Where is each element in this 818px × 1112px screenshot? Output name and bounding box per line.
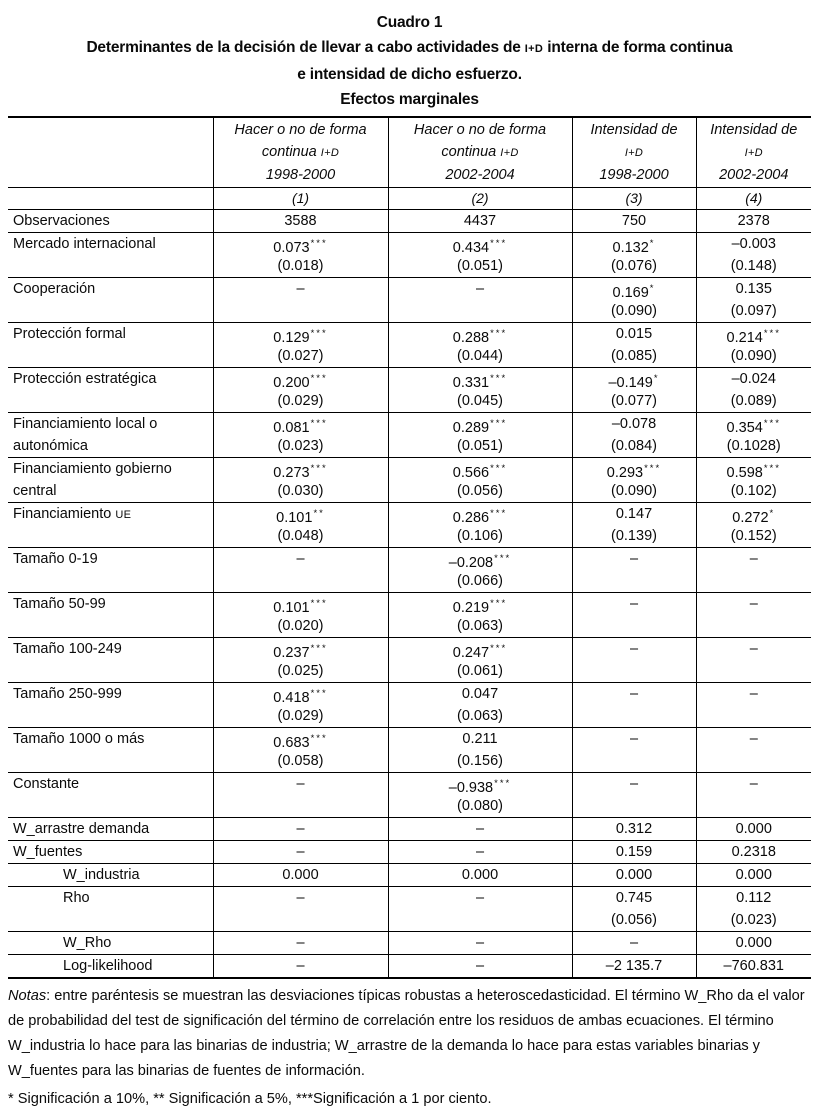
table-cell: –760.831	[696, 955, 811, 979]
table-row	[8, 887, 811, 932]
cell-std-error	[573, 570, 696, 592]
header-names-row	[8, 117, 811, 188]
row-label: Mercado internacional	[13, 236, 156, 252]
table-cell	[388, 503, 572, 548]
cell-std-error: (0.1028)	[726, 438, 781, 454]
table-body	[8, 210, 811, 979]
table-cell: –	[388, 932, 572, 955]
significance-stars: ***	[310, 598, 328, 609]
row-label: Financiamiento gobierno central	[13, 461, 172, 499]
significance-stars: ***	[310, 643, 328, 654]
cell-std-error: (0.090)	[611, 483, 657, 499]
table-cell: –	[213, 932, 388, 955]
significance-stars: ***	[490, 598, 508, 609]
cell-value: –	[749, 596, 758, 612]
table-cell: 0.000	[388, 864, 572, 887]
row-label: Financiamiento UE	[13, 506, 132, 522]
cell-value: –	[475, 281, 485, 297]
cell-std-error: (0.061)	[457, 663, 503, 679]
cell-value: 0.288***	[452, 328, 508, 346]
cell-std-error: (0.051)	[457, 438, 503, 454]
table-cell: –	[213, 955, 388, 979]
significance-stars: *	[653, 373, 660, 384]
cell-value: 0.047	[461, 686, 499, 702]
cell-value: –0.149*	[608, 373, 660, 391]
cell-value: –	[749, 641, 758, 657]
cell-value: 0.434***	[452, 238, 508, 256]
row-label: W_Rho	[63, 935, 112, 951]
table-row	[8, 841, 811, 864]
cell-value: –	[749, 776, 758, 792]
table-row	[8, 323, 811, 368]
significance-stars: ***	[763, 463, 781, 474]
table-cell	[572, 368, 696, 413]
row-label: Protección formal	[13, 326, 126, 342]
table-cell: 0.159	[572, 841, 696, 864]
cell-std-error	[573, 705, 696, 727]
cell-std-error: (0.156)	[457, 753, 503, 769]
cell-value: 0.112	[736, 890, 772, 906]
cell-std-error	[697, 615, 812, 637]
notes-text: : entre paréntesis se muestran las desviaciones típicas robustas a heteroscedasticidad. El término W_Rho da el valor de probabilidad del test de significación del término de correlación entre los residuos de ambas ecuaciones. El término W_industria lo hace para las binarias de industria; W_arrastre de la demanda lo hace para estas variables binarias y W_fuentes para las binarias de fuentes de información.	[8, 988, 805, 1079]
table-subtitle-line3: Efectos marginales	[340, 91, 479, 108]
cell-std-error: (0.048)	[277, 528, 324, 544]
cell-std-error: (0.063)	[457, 708, 503, 724]
cell-value: 0.354***	[726, 418, 781, 436]
cell-std-error: (0.090)	[730, 348, 777, 364]
table-cell	[572, 458, 696, 503]
cell-value: 0.135	[735, 281, 772, 297]
subtitle-part1: Determinantes de la decisión de llevar a cabo actividades de	[86, 39, 525, 56]
rd-abbrev: I+D	[320, 147, 340, 159]
cell-value: 0.331***	[452, 373, 508, 391]
cell-std-error: (0.080)	[457, 798, 503, 814]
header-numbers-row	[8, 188, 811, 210]
table-cell	[696, 548, 811, 593]
cell-std-error	[214, 909, 388, 931]
table-row	[8, 458, 811, 503]
cell-value: 0.293***	[606, 463, 662, 481]
cell-value: 0.169*	[612, 283, 656, 301]
table-cell	[696, 683, 811, 728]
subtitle-part2: interna de forma continua	[543, 39, 733, 56]
cell-value: –	[629, 731, 639, 747]
cell-value: 0.745	[615, 890, 653, 906]
cell-value: 0.200***	[273, 373, 328, 391]
cell-value: –	[296, 890, 305, 906]
cell-value: 0.129***	[273, 328, 328, 346]
table-cell	[388, 593, 572, 638]
column-number-3: (3)	[572, 188, 696, 210]
row-label: Cooperación	[13, 281, 96, 297]
cell-std-error	[214, 795, 388, 817]
significance-stars: ***	[490, 238, 508, 249]
table-cell: 0.000	[696, 932, 811, 955]
table-cell: –	[572, 932, 696, 955]
table-row	[8, 593, 811, 638]
significance-stars: ***	[310, 733, 328, 744]
table-row	[8, 773, 811, 818]
table-cell	[572, 683, 696, 728]
table-cell: –	[388, 841, 572, 864]
table-cell: 0.000	[572, 864, 696, 887]
cell-std-error: (0.102)	[730, 483, 777, 499]
table-number: Cuadro 1	[376, 14, 443, 31]
significance-stars: ***	[644, 463, 662, 474]
cell-std-error: (0.090)	[611, 303, 657, 319]
cell-value: –	[629, 641, 639, 657]
table-cell	[213, 413, 388, 458]
cell-std-error	[389, 909, 572, 931]
table-row	[8, 413, 811, 458]
table-row	[8, 233, 811, 278]
table-cell	[572, 278, 696, 323]
table-row	[8, 683, 811, 728]
significance-stars: ***	[490, 508, 508, 519]
significance-stars: ***	[490, 373, 508, 384]
cell-std-error: (0.085)	[611, 348, 657, 364]
cell-value: –	[296, 776, 305, 792]
table-cell	[388, 683, 572, 728]
cell-value: 0.566***	[452, 463, 508, 481]
cell-std-error: (0.044)	[457, 348, 503, 364]
table-cell: –	[213, 818, 388, 841]
cell-std-error: (0.020)	[277, 618, 324, 634]
significance-stars: *	[649, 238, 656, 249]
column-number-4: (4)	[696, 188, 811, 210]
table-cell	[388, 773, 572, 818]
table-cell	[572, 503, 696, 548]
cell-value: –0.078	[611, 416, 657, 432]
cell-std-error: (0.023)	[730, 912, 777, 928]
rd-abbrev: I+D	[744, 147, 763, 159]
table-cell	[213, 887, 388, 932]
cell-std-error: (0.018)	[277, 258, 324, 274]
cell-value: 0.132*	[612, 238, 656, 256]
table-header	[8, 117, 811, 210]
significance-stars: ***	[763, 328, 781, 339]
cell-std-error	[214, 300, 388, 322]
table-row	[8, 955, 811, 979]
table-cell	[572, 233, 696, 278]
cell-std-error: (0.066)	[457, 573, 503, 589]
table-cell	[572, 638, 696, 683]
table-cell: 0.312	[572, 818, 696, 841]
cell-std-error: (0.029)	[277, 708, 324, 724]
significance-stars: ***	[310, 463, 328, 474]
table-cell	[572, 323, 696, 368]
table-cell	[213, 728, 388, 773]
rd-abbrev: I+D	[624, 147, 644, 159]
notes-label: Notas	[8, 988, 47, 1004]
cell-value: –0.024	[731, 371, 776, 387]
significance-stars: ***	[490, 418, 508, 429]
cell-std-error: (0.077)	[611, 393, 657, 409]
significance-stars: ***	[310, 238, 328, 249]
table-row	[8, 818, 811, 841]
cell-std-error	[697, 570, 812, 592]
table-cell	[213, 773, 388, 818]
cell-value: 0.272*	[732, 508, 776, 526]
cell-value: –	[296, 551, 305, 567]
row-label: Tamaño 50-99	[13, 596, 106, 612]
cell-std-error	[573, 615, 696, 637]
cell-std-error	[573, 750, 696, 772]
table-cell	[388, 233, 572, 278]
row-label: Observaciones	[13, 213, 110, 229]
cell-std-error	[697, 660, 812, 682]
table-cell: 0.2318	[696, 841, 811, 864]
cell-std-error: (0.152)	[730, 528, 777, 544]
cell-value: –0.003	[731, 236, 776, 252]
column-number-2: (2)	[388, 188, 572, 210]
table-row	[8, 548, 811, 593]
significance-stars: ***	[763, 418, 781, 429]
notes-paragraph	[8, 984, 811, 1084]
table-cell	[388, 323, 572, 368]
table-cell	[696, 503, 811, 548]
cell-value: –	[629, 686, 639, 702]
table-cell	[572, 728, 696, 773]
table-row	[8, 864, 811, 887]
table-cell	[696, 638, 811, 683]
table-cell: 0.000	[696, 818, 811, 841]
table-cell	[213, 458, 388, 503]
column-header-4: Intensidad de I+D 2002-2004	[696, 117, 811, 188]
significance-stars: *	[649, 283, 656, 294]
cell-value: –	[629, 596, 639, 612]
cell-value: 0.289***	[452, 418, 508, 436]
table-cell	[696, 458, 811, 503]
cell-std-error: (0.025)	[277, 663, 324, 679]
table-cell: 0.000	[213, 864, 388, 887]
table-cell	[388, 548, 572, 593]
significance-stars: ***	[494, 778, 512, 789]
cell-value: 0.101**	[276, 508, 325, 526]
column-header-2: Hacer o no de forma continua I+D 2002-2004	[388, 117, 572, 188]
cell-std-error	[697, 750, 812, 772]
table-cell	[572, 413, 696, 458]
significance-stars: ***	[310, 328, 328, 339]
cell-value: –	[475, 890, 485, 906]
cell-value: 0.418***	[273, 688, 328, 706]
cell-value: –	[749, 551, 758, 567]
cell-value: –0.938***	[448, 778, 512, 796]
cell-std-error: (0.023)	[277, 438, 324, 454]
significance-note: * Significación a 10%, ** Significación a 5%, ***Significación a 1 por ciento.	[8, 1091, 492, 1107]
row-label: W_arrastre demanda	[13, 821, 150, 837]
row-label: Tamaño 100-249	[13, 641, 122, 657]
significance-stars: ***	[310, 373, 328, 384]
cell-std-error	[697, 795, 812, 817]
row-label: Tamaño 250-999	[13, 686, 122, 702]
row-label: Tamaño 1000 o más	[13, 731, 145, 747]
row-label: Financiamiento local o autonómica	[13, 416, 158, 454]
table-cell	[696, 728, 811, 773]
table-cell	[213, 503, 388, 548]
cell-std-error: (0.076)	[611, 258, 657, 274]
cell-value: –	[749, 731, 758, 747]
row-label: Log-likelihood	[63, 958, 153, 974]
cell-std-error: (0.089)	[730, 393, 777, 409]
cell-std-error	[697, 705, 812, 727]
table-subtitle-line1	[8, 35, 811, 62]
table-subtitle-line2: e intensidad de dicho esfuerzo.	[297, 66, 522, 83]
cell-std-error: (0.084)	[611, 438, 657, 454]
results-table	[8, 116, 811, 979]
table-cell	[572, 593, 696, 638]
cell-value: 0.286***	[452, 508, 508, 526]
cell-value: 0.237***	[273, 643, 328, 661]
table-row	[8, 278, 811, 323]
cell-std-error	[573, 660, 696, 682]
table-cell	[696, 593, 811, 638]
cell-std-error: (0.097)	[730, 303, 777, 319]
row-label: Rho	[63, 890, 90, 906]
cell-std-error: (0.027)	[277, 348, 324, 364]
table-cell	[696, 233, 811, 278]
cell-std-error: (0.056)	[457, 483, 503, 499]
column-number-1: (1)	[213, 188, 388, 210]
table-cell	[696, 773, 811, 818]
header-empty-cell	[8, 117, 213, 188]
table-cell: 2378	[696, 210, 811, 233]
table-cell	[213, 683, 388, 728]
table-cell	[696, 413, 811, 458]
table-cell	[696, 323, 811, 368]
significance-stars: ***	[494, 553, 512, 564]
row-label: W_fuentes	[13, 844, 83, 860]
table-cell: –2 135.7	[572, 955, 696, 979]
table-row	[8, 728, 811, 773]
column-header-1: Hacer o no de forma continua I+D 1998-2000	[213, 117, 388, 188]
cell-std-error: (0.045)	[457, 393, 503, 409]
cell-value: 0.598***	[726, 463, 781, 481]
table-cell	[572, 887, 696, 932]
table-cell: –	[388, 955, 572, 979]
cell-std-error: (0.139)	[611, 528, 657, 544]
row-label: W_industria	[63, 867, 140, 883]
table-cell	[572, 773, 696, 818]
table-cell	[388, 728, 572, 773]
table-row	[8, 503, 811, 548]
table-cell	[696, 368, 811, 413]
cell-std-error: (0.029)	[277, 393, 324, 409]
table-cell	[213, 548, 388, 593]
table-cell	[213, 593, 388, 638]
cell-value: –	[296, 281, 305, 297]
rd-abbrev: I+D	[524, 43, 544, 55]
table-row	[8, 932, 811, 955]
cell-std-error: (0.030)	[277, 483, 324, 499]
table-cell: 0.000	[696, 864, 811, 887]
cell-value: 0.015	[615, 326, 653, 342]
cell-std-error	[214, 570, 388, 592]
table-cell: 3588	[213, 210, 388, 233]
table-cell	[388, 368, 572, 413]
table-cell: 4437	[388, 210, 572, 233]
cell-value: –	[629, 776, 639, 792]
table-cell	[696, 887, 811, 932]
row-label: Constante	[13, 776, 80, 792]
table-cell	[388, 638, 572, 683]
table-cell	[213, 278, 388, 323]
cell-std-error	[573, 795, 696, 817]
cell-value: –	[629, 551, 639, 567]
header-empty-cell	[8, 188, 213, 210]
table-row	[8, 210, 811, 233]
table-title-block	[8, 10, 811, 112]
cell-value: –	[749, 686, 758, 702]
ue-abbrev: UE	[115, 509, 132, 521]
table-cell	[388, 278, 572, 323]
cell-value: 0.211	[462, 731, 498, 747]
table-cell	[696, 278, 811, 323]
table-cell	[572, 548, 696, 593]
cell-value: 0.247***	[452, 643, 508, 661]
table-cell: –	[388, 818, 572, 841]
cell-value: 0.219***	[452, 598, 508, 616]
significance-stars: ***	[310, 688, 328, 699]
column-header-3: Intensidad de I+D 1998-2000	[572, 117, 696, 188]
cell-std-error	[389, 300, 572, 322]
cell-std-error: (0.051)	[457, 258, 503, 274]
cell-value: 0.101***	[273, 598, 328, 616]
table-row	[8, 368, 811, 413]
row-label: Tamaño 0-19	[13, 551, 98, 567]
table-cell: –	[213, 841, 388, 864]
row-label: Protección estratégica	[13, 371, 157, 387]
table-cell: 750	[572, 210, 696, 233]
significance-stars: ***	[490, 328, 508, 339]
significance-stars: **	[313, 508, 325, 519]
cell-std-error: (0.063)	[457, 618, 503, 634]
cell-std-error: (0.058)	[277, 753, 324, 769]
cell-value: 0.081***	[273, 418, 328, 436]
cell-std-error: (0.106)	[457, 528, 503, 544]
cell-std-error: (0.148)	[730, 258, 777, 274]
cell-std-error: (0.056)	[611, 912, 657, 928]
table-cell	[213, 233, 388, 278]
table-cell	[213, 323, 388, 368]
table-row	[8, 638, 811, 683]
rd-abbrev: I+D	[500, 147, 519, 159]
cell-value: 0.214***	[726, 328, 781, 346]
cell-value: 0.683***	[273, 733, 328, 751]
table-cell	[388, 413, 572, 458]
table-cell	[213, 638, 388, 683]
table-cell	[388, 458, 572, 503]
cell-value: –0.208***	[448, 553, 512, 571]
significance-stars: ***	[490, 643, 508, 654]
cell-value: 0.147	[615, 506, 653, 522]
significance-stars: *	[769, 508, 776, 519]
significance-stars: ***	[490, 463, 508, 474]
significance-stars: ***	[310, 418, 328, 429]
table-cell	[388, 887, 572, 932]
cell-value: 0.073***	[273, 238, 328, 256]
cell-value: 0.273***	[273, 463, 328, 481]
table-cell	[213, 368, 388, 413]
